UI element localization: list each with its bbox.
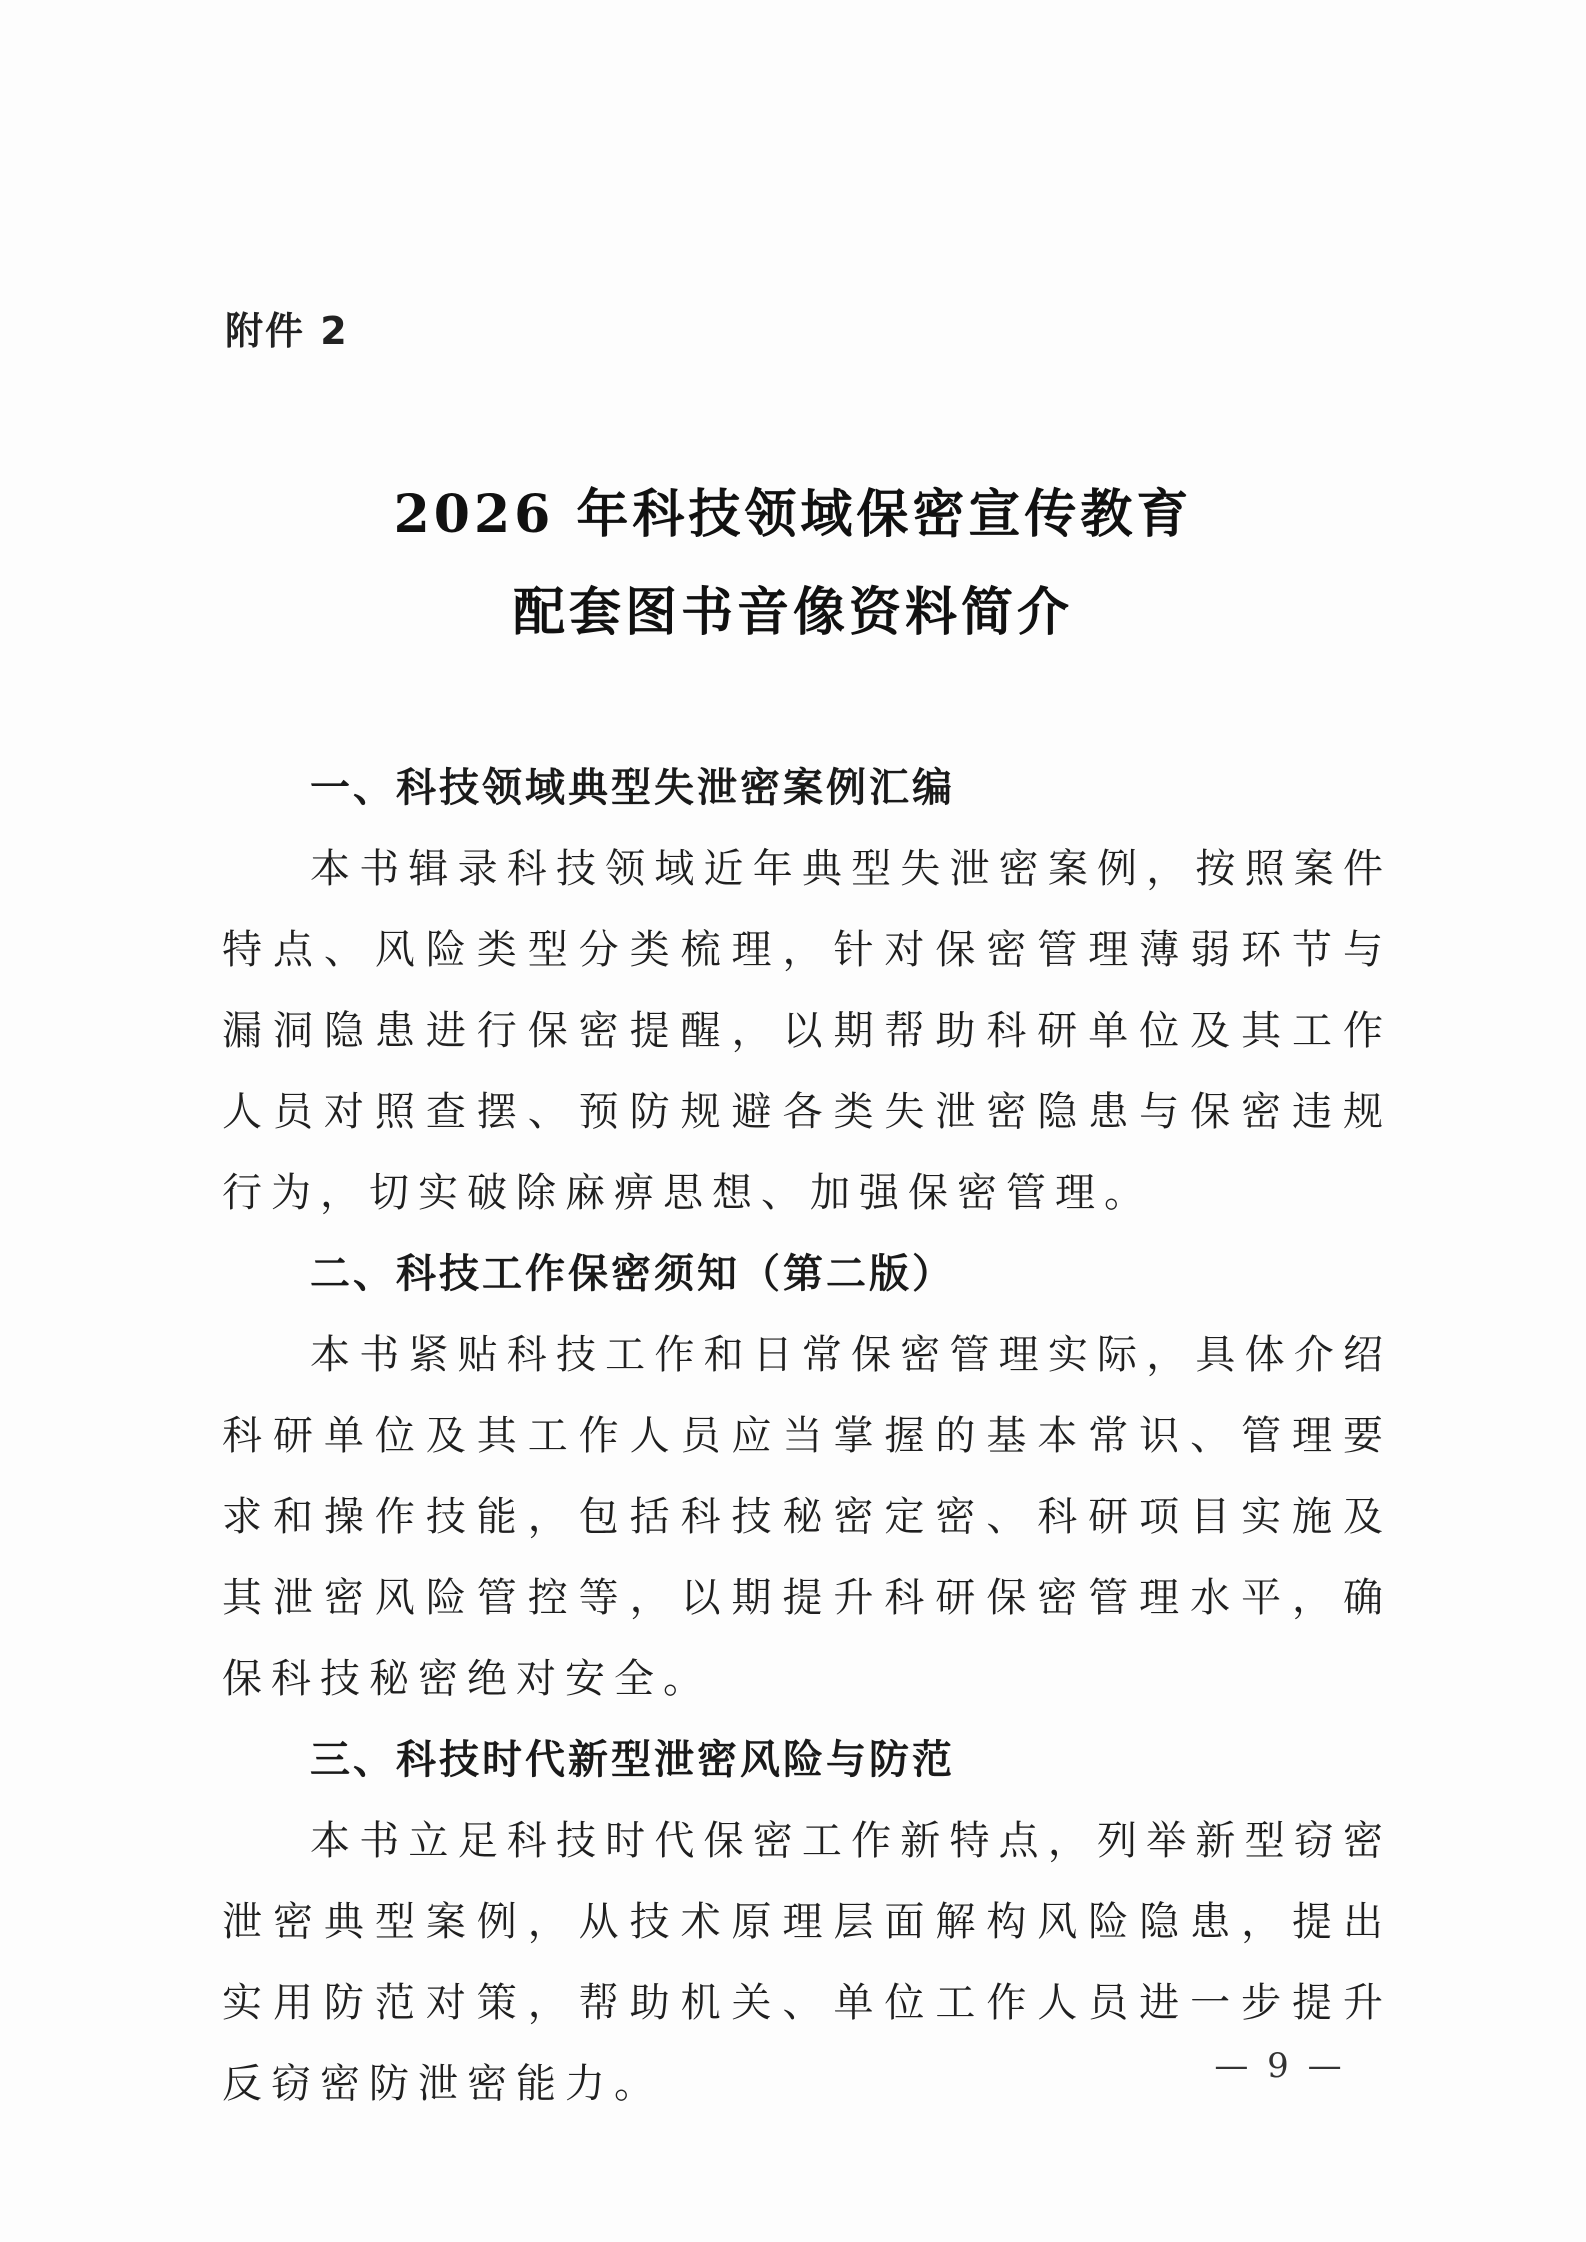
section-body-3: 本书立足科技时代保密工作新特点，列举新型窃密泄密典型案例，从技术原理层面解构风险隐患，提出实用防范对策，帮助机关、单位工作人员进一步提升反窃密防泄密能力。 — [222, 1818, 1392, 2107]
section-heading-2: 二、科技工作保密须知（第二版） — [310, 1251, 955, 1297]
attachment-label: 附件 2 — [225, 309, 349, 353]
section-body-2: 本书紧贴科技工作和日常保密管理实际，具体介绍科研单位及其工作人员应当掌握的基本常识、管理要求和操作技能，包括科技秘密定密、科研项目实施及其泄密风险管控等，以期提升科研保密管理水平，确保科技秘密绝对安全。 — [222, 1332, 1392, 1702]
section-heading-3: 三、科技时代新型泄密风险与防范 — [310, 1737, 955, 1783]
document-title-line-1: 2026 年科技领域保密宣传教育 — [393, 484, 1193, 545]
section-body-1: 本书辑录科技领域近年典型失泄密案例，按照案件特点、风险类型分类梳理，针对保密管理薄弱环节与漏洞隐患进行保密提醒，以期帮助科研单位及其工作人员对照查摆、预防规避各类失泄密隐患与保密违规行为，切实破除麻痹思想、加强保密管理。 — [222, 846, 1392, 1216]
section-heading-1: 一、科技领域典型失泄密案例汇编 — [310, 765, 955, 811]
document-body — [222, 748, 1392, 2125]
page-number: — 9 — — [1214, 2046, 1346, 2086]
document-title-line-2: 配套图书音像资料简介 — [512, 582, 1073, 643]
